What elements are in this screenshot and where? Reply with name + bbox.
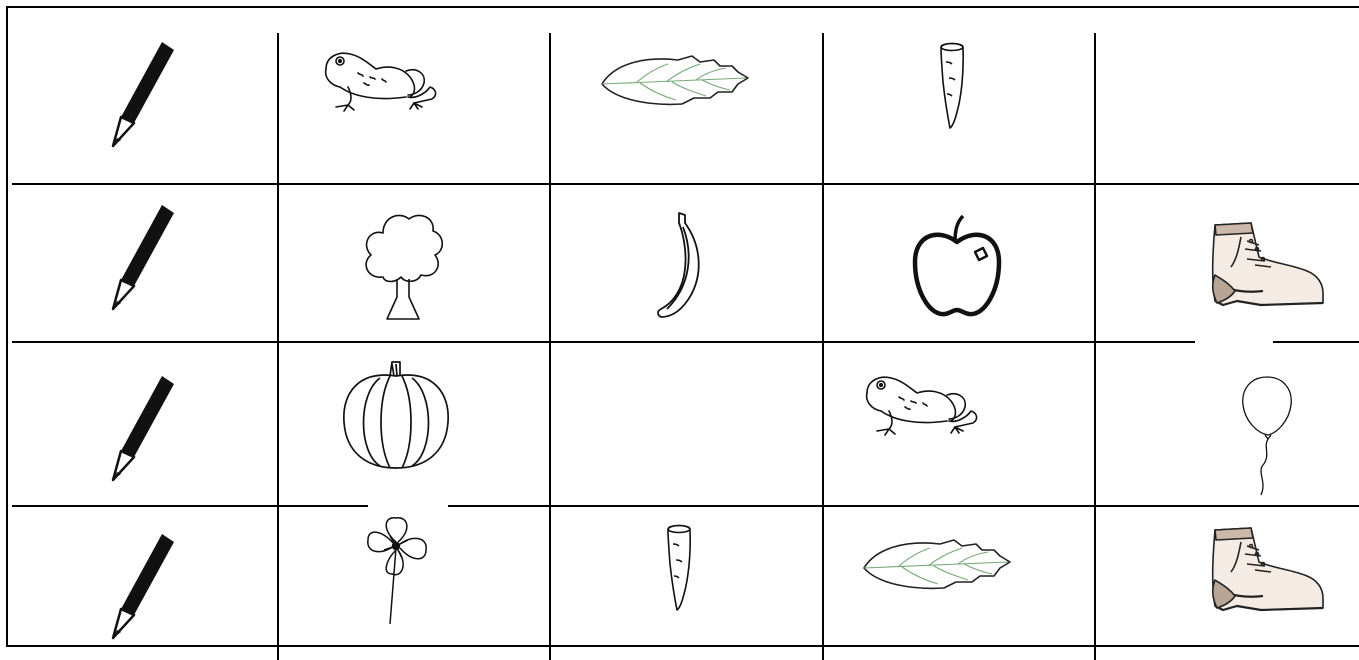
grid-cell xyxy=(550,506,823,646)
grid-cell xyxy=(278,342,550,506)
balloon-icon xyxy=(1237,373,1297,499)
pencil-icon xyxy=(108,39,178,149)
grid-cell xyxy=(7,184,278,342)
grid-cell xyxy=(278,8,550,184)
grid-cell xyxy=(7,506,278,646)
banana-icon xyxy=(651,209,705,321)
grid-cell xyxy=(1095,8,1359,184)
pencil-icon xyxy=(108,373,178,483)
grid-cell xyxy=(278,506,550,646)
grid-cell xyxy=(823,184,1095,342)
leaf-icon xyxy=(858,536,1014,592)
grid-cell xyxy=(823,506,1095,646)
frog-icon xyxy=(318,47,442,113)
flower-icon xyxy=(362,514,432,626)
boot-icon xyxy=(1207,524,1327,616)
carrot-icon xyxy=(935,38,969,130)
grid-cell xyxy=(7,8,278,184)
tree-icon xyxy=(361,207,443,323)
pencil-icon xyxy=(108,202,178,312)
grid-cell xyxy=(550,184,823,342)
boot-icon xyxy=(1207,219,1327,311)
grid-cell xyxy=(823,8,1095,184)
grid-cell xyxy=(7,342,278,506)
apple-icon xyxy=(909,212,1005,322)
grid-cell xyxy=(1095,184,1359,342)
grid-cell xyxy=(550,342,823,506)
grid-cell xyxy=(550,8,823,184)
carrot-icon xyxy=(662,520,696,612)
grid-cell xyxy=(1095,342,1359,506)
pumpkin-icon xyxy=(340,360,452,472)
leaf-icon xyxy=(596,52,752,108)
pencil-icon xyxy=(108,531,178,641)
grid-cell xyxy=(823,342,1095,506)
frog-icon xyxy=(859,371,983,437)
grid-cell xyxy=(1095,506,1359,646)
grid-cell xyxy=(278,184,550,342)
